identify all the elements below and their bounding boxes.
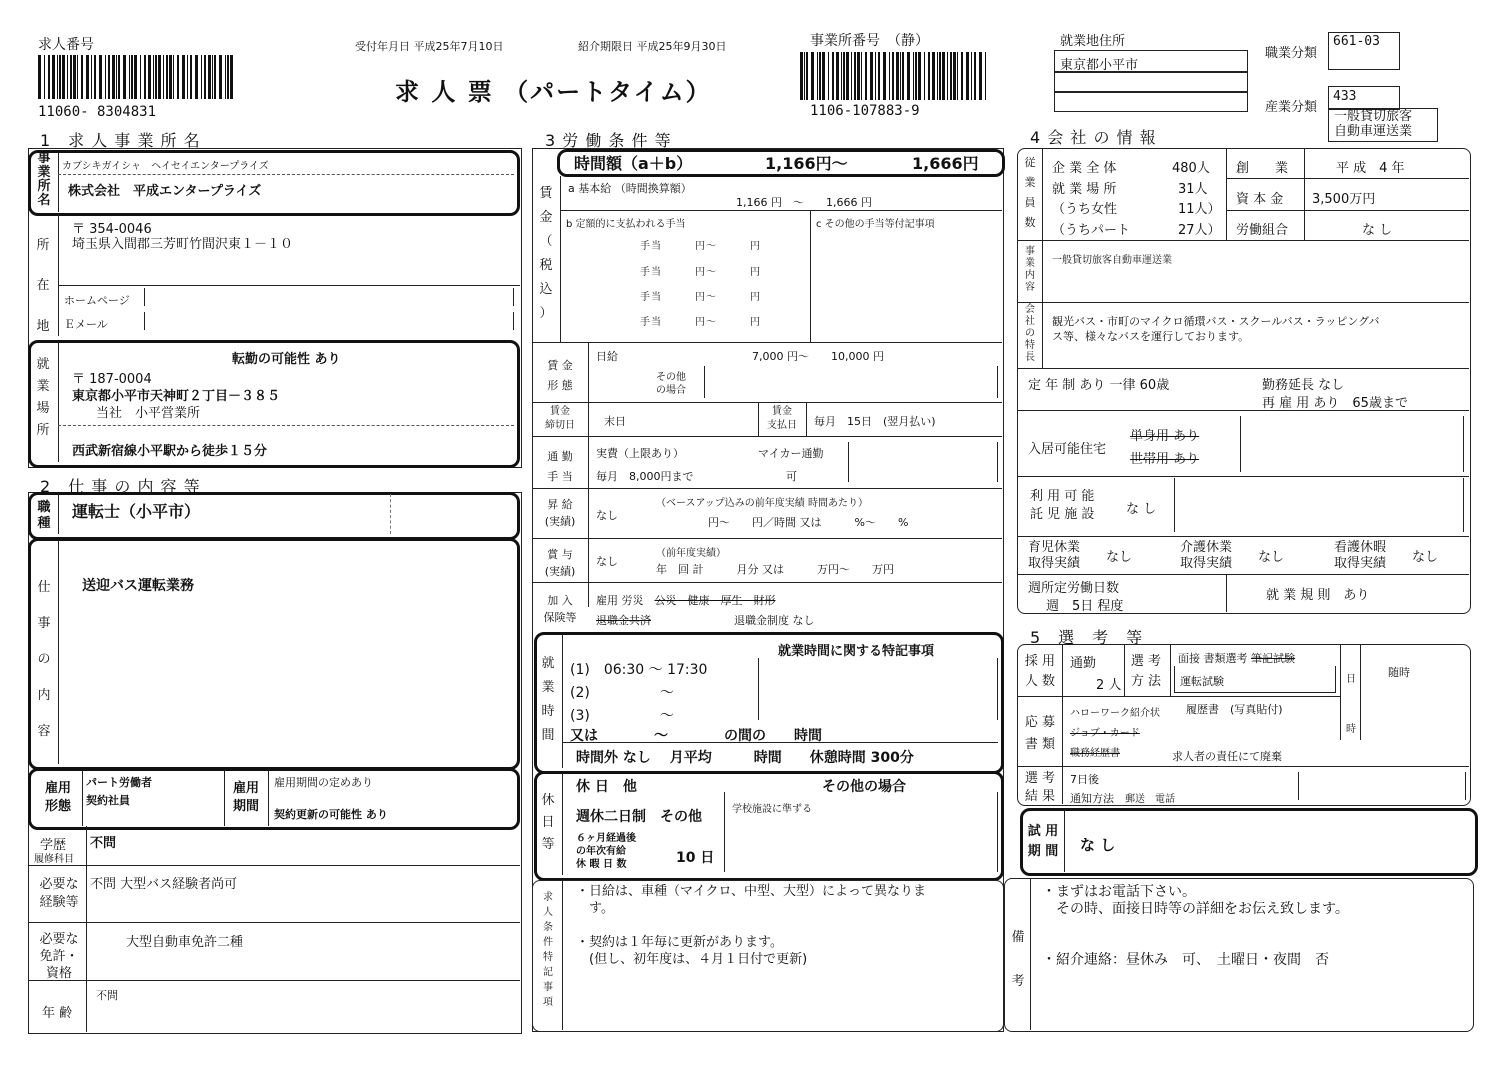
barcode-bar bbox=[937, 52, 938, 100]
employees-part-count: 27人） bbox=[1178, 223, 1221, 238]
barcode-bar bbox=[836, 52, 839, 100]
barcode-bar bbox=[800, 52, 803, 100]
pay-form-label: 賃 金 形 態 bbox=[547, 359, 573, 392]
barcode-bar bbox=[187, 55, 188, 99]
payday: 毎月 15日 (翌月払い) bbox=[814, 415, 936, 428]
childcare: な し bbox=[1126, 502, 1157, 517]
working-hours-note-field[interactable] bbox=[758, 658, 998, 720]
received-date: 受付年月日 平成25年7月10日 bbox=[355, 40, 504, 53]
docs-resume: 履歴書 (写真貼付) bbox=[1186, 703, 1283, 716]
barcode-bar bbox=[173, 55, 174, 99]
barcode-bar bbox=[163, 55, 164, 99]
section-5-heading: 5 選 考 等 bbox=[1030, 628, 1144, 647]
barcode-bar bbox=[212, 55, 213, 99]
cutoff-label: 賃金 締切日 bbox=[545, 406, 575, 431]
hire-count-label: 採 用 人 数 bbox=[1024, 654, 1056, 689]
commute-label: 通 勤 手 当 bbox=[547, 450, 573, 483]
date-label: 日 bbox=[1346, 674, 1356, 685]
overtime-break: 時間外 なし 月平均 時間 休憩時間 300分 bbox=[576, 750, 914, 766]
nursing-leave: なし bbox=[1258, 550, 1285, 565]
payday-label: 賃金 支払日 bbox=[767, 406, 797, 431]
industry-name-2: 自動車運送業 bbox=[1334, 124, 1413, 139]
founded: 平 成 4 年 bbox=[1336, 161, 1405, 176]
bonus-label: 賞 与 (実績) bbox=[544, 548, 576, 578]
barcode-bar bbox=[148, 55, 151, 99]
childcare-leave-label: 育児休業 取得実績 bbox=[1028, 540, 1081, 571]
barcode-bar bbox=[889, 52, 890, 100]
nursing-leave-label: 介護休業 取得実績 bbox=[1180, 540, 1233, 571]
barcode-bar bbox=[182, 55, 185, 99]
barcode-bar bbox=[924, 52, 925, 100]
work-rules: 就 業 規 則 あり bbox=[1266, 588, 1370, 603]
raise-label: 昇 給 (実績) bbox=[544, 498, 576, 528]
mycar-label: マイカー通勤 bbox=[758, 447, 824, 460]
barcode-bar bbox=[67, 55, 68, 99]
docs-disposal: 求人者の責任にて廃棄 bbox=[1172, 750, 1282, 763]
offer-number: 11060- 8304831 bbox=[38, 104, 157, 120]
barcode-bar bbox=[81, 55, 83, 99]
bonus-note: （前年度実績） bbox=[656, 548, 726, 559]
barcode-bar bbox=[870, 52, 873, 100]
pay-form-other-label: その他 の場合 bbox=[656, 372, 686, 396]
license-label: 必要な 免許・ 資格 bbox=[39, 932, 79, 981]
docs-career-history: 職務経歴書 bbox=[1070, 748, 1120, 759]
page-title: 求 人 票 （パートタイム） bbox=[395, 78, 712, 106]
barcode-bar bbox=[129, 55, 130, 99]
time-label: 時 bbox=[1346, 724, 1356, 735]
education-sub-label: 履修科目 bbox=[34, 854, 74, 865]
barcode-bar bbox=[112, 55, 115, 99]
mycar-value: 可 bbox=[786, 470, 797, 483]
barcode-bar bbox=[166, 55, 168, 99]
working-hours-label: 就 業 時 間 bbox=[541, 656, 555, 743]
barcode-bar bbox=[48, 55, 50, 99]
employees-workplace-count: 31人 bbox=[1178, 182, 1208, 197]
allowance-row-4: 手当 円～ 円 bbox=[640, 317, 761, 328]
childcare-label: 利 用 可 能 託 児 施 設 bbox=[1030, 489, 1095, 522]
hourly-wage-min: 1,166円～ bbox=[765, 154, 848, 173]
barcode-bar bbox=[846, 52, 849, 100]
special-conditions-label: 求 人 条 件 特 記 事 項 bbox=[543, 892, 553, 1008]
barcode-bar bbox=[896, 52, 899, 100]
working-hours-or: 又は ～ の間の 時間 bbox=[570, 728, 822, 744]
barcode-bar bbox=[108, 55, 110, 99]
barcode-bar bbox=[854, 52, 856, 100]
barcode-bar bbox=[900, 52, 901, 100]
license: 大型自動車免許二種 bbox=[126, 935, 244, 950]
barcode-bar bbox=[817, 52, 818, 100]
commute-max: 毎月 8,000円まで bbox=[596, 470, 694, 483]
workplace-office: 当社 小平営業所 bbox=[96, 406, 201, 421]
workplace-address-box-3 bbox=[1054, 92, 1248, 112]
employee-count-label: 従 業 員 数 bbox=[1024, 156, 1036, 229]
founded-label: 創 業 bbox=[1236, 161, 1289, 176]
barcode-bar bbox=[939, 52, 941, 100]
raise: なし bbox=[596, 509, 618, 522]
retirement-system: 退職金制度 なし bbox=[734, 614, 815, 627]
section-1-heading: 1 求 人 事 業 所 名 bbox=[40, 131, 201, 150]
selection-result: 7日後 bbox=[1070, 773, 1099, 786]
email-label: Ｅメール bbox=[64, 318, 108, 331]
selection-method-other: 運転試験 bbox=[1180, 675, 1224, 688]
job-class-label: 職業分類 bbox=[1265, 46, 1318, 61]
union-label: 労働組合 bbox=[1236, 223, 1289, 238]
care-leave: なし bbox=[1412, 550, 1439, 565]
allowance-row-2: 手当 円～ 円 bbox=[640, 267, 761, 278]
base-salary-range: 1,166 円 ～ 1,666 円 bbox=[736, 196, 872, 209]
office-number-label: 事業所番号 （静） bbox=[810, 33, 929, 49]
address-label: 所 在 地 bbox=[36, 238, 50, 334]
annual-leave: 10 日 bbox=[676, 850, 715, 866]
section-4-heading: 4 会 社 の 情 報 bbox=[1030, 128, 1157, 147]
commute-allowance: 実費（上限あり） bbox=[596, 447, 684, 460]
company-features: 観光バス・市町のマイクロ循環バス・スクールバス・ラッピングバ ス等、様々なバスを運行しております。 bbox=[1052, 315, 1380, 343]
contract-renewal: 契約更新の可能性 あり bbox=[274, 808, 388, 821]
trial-period: な し bbox=[1080, 836, 1116, 854]
business-label: 事 業 内 容 bbox=[1025, 246, 1035, 293]
workplace-label: 就業場所 bbox=[36, 357, 50, 438]
experience-label: 必要な 経験等 bbox=[39, 877, 79, 910]
referral-deadline: 紹介期限日 平成25年9月30日 bbox=[578, 40, 727, 53]
date-value: 随時 bbox=[1388, 666, 1410, 679]
barcode-bar bbox=[140, 55, 141, 99]
hourly-wage-max: 1,666円 bbox=[912, 154, 979, 173]
barcode-bar bbox=[91, 55, 92, 99]
company-address: 埼玉県入間郡三芳町竹間沢東１－１０ bbox=[72, 237, 294, 252]
employees-company-count: 480人 bbox=[1172, 161, 1210, 176]
selection-method: 面接 書類選考 筆記試験 bbox=[1178, 652, 1295, 665]
application-docs-label: 応 募 書 類 bbox=[1024, 715, 1056, 752]
holiday: 週休二日制 その他 bbox=[576, 809, 702, 825]
job-type: 運転士（小平市） bbox=[72, 502, 201, 521]
access-info: 西武新宿線小平駅から徒歩１５分 bbox=[72, 444, 268, 459]
capital: 3,500万円 bbox=[1312, 192, 1376, 207]
workplace-address: 東京都小平市 bbox=[1060, 58, 1139, 73]
allowance-label: b 定額的に支払われる手当 bbox=[566, 219, 686, 230]
company-name-label: 事業所名 bbox=[37, 151, 51, 208]
raise-note: （ベースアップ込みの前年度実績 時間あたり） bbox=[656, 498, 868, 509]
barcode-bar bbox=[195, 55, 198, 99]
holiday-label: 休 日 等 bbox=[541, 793, 555, 852]
barcode-bar bbox=[843, 52, 845, 100]
barcode-bar bbox=[857, 52, 860, 100]
weekly-days: 週 5日 程度 bbox=[1046, 599, 1124, 614]
section-3-heading: 3 労 働 条 件 等 bbox=[545, 131, 672, 150]
hourly-wage-label: 時間額（a＋b） bbox=[574, 154, 693, 173]
barcode-bar bbox=[957, 52, 958, 100]
union: な し bbox=[1362, 223, 1393, 238]
childcare-note-field[interactable] bbox=[1174, 478, 1464, 532]
barcode-bar bbox=[918, 52, 921, 100]
barcode-bar bbox=[875, 52, 876, 100]
barcode-bar bbox=[118, 55, 120, 99]
barcode-bar bbox=[832, 52, 834, 100]
barcode-bar bbox=[942, 52, 945, 100]
homepage-field[interactable] bbox=[144, 288, 514, 306]
industry-class: 433 bbox=[1333, 89, 1357, 104]
docs-job-card: ジョブ・カード bbox=[1070, 728, 1140, 739]
section-2-heading: 2 仕 事 の 内 容 等 bbox=[40, 477, 201, 496]
work-extension: 勤務延長 なし bbox=[1262, 378, 1345, 393]
employees-workplace: 就 業 場 所 bbox=[1052, 182, 1117, 197]
barcode-bar bbox=[70, 55, 72, 99]
barcode-bar bbox=[974, 52, 976, 100]
barcode-bar bbox=[804, 52, 805, 100]
care-leave-label: 看護休暇 取得実績 bbox=[1334, 540, 1387, 571]
holiday-other: 学校施設に準ずる bbox=[732, 804, 812, 815]
barcode-bar bbox=[902, 52, 904, 100]
barcode-bar bbox=[979, 52, 982, 100]
barcode-bar bbox=[227, 55, 229, 99]
raise-row: 円～ 円／時間 又は %～ % bbox=[708, 516, 909, 529]
barcode-bar bbox=[131, 55, 133, 99]
barcode-bar bbox=[144, 55, 146, 99]
base-salary-label: a 基本給 （時間換算額） bbox=[568, 182, 692, 195]
age: 不問 bbox=[96, 989, 118, 1002]
holiday-other-head: その他の場合 bbox=[822, 779, 906, 795]
barcode-bar bbox=[77, 55, 78, 99]
daily-wage-range: 7,000 円～ 10,000 円 bbox=[752, 350, 884, 363]
barcode-bar bbox=[851, 52, 852, 100]
barcode-bar bbox=[828, 52, 829, 100]
barcode-bar bbox=[201, 55, 202, 99]
industry-name-1: 一般貸切旅客 bbox=[1334, 109, 1413, 124]
homepage-label: ホームページ bbox=[64, 294, 130, 307]
barcode-bar bbox=[158, 55, 161, 99]
bonus: なし bbox=[596, 555, 618, 568]
barcode-bar bbox=[985, 52, 986, 100]
employees-part: （うちパート bbox=[1052, 223, 1131, 238]
barcode-bar bbox=[878, 52, 880, 100]
other-allowance-label: c その他の手当等付記事項 bbox=[816, 219, 935, 230]
barcode-bar bbox=[883, 52, 886, 100]
barcode-bar bbox=[99, 55, 102, 99]
wage-label: 賃 金 （ 税 込 ） bbox=[539, 186, 553, 321]
barcode-bar bbox=[966, 52, 969, 100]
barcode-bar bbox=[116, 55, 117, 99]
insurance-label: 加 入 保険等 bbox=[543, 594, 577, 624]
barcode-bar bbox=[204, 55, 206, 99]
notice-note-field[interactable] bbox=[1298, 772, 1466, 800]
job-type-label: 職種 bbox=[37, 500, 51, 531]
feature-label: 会 社 の 特 長 bbox=[1025, 304, 1035, 363]
barcode-bar bbox=[861, 52, 862, 100]
barcode-bar bbox=[913, 52, 914, 100]
office-barcode bbox=[800, 52, 990, 100]
workplace-address-full: 東京都小平市天神町２丁目－３８５ bbox=[72, 389, 281, 404]
employees-company: 企 業 全 体 bbox=[1052, 161, 1117, 176]
barcode-bar bbox=[230, 55, 233, 99]
barcode-bar bbox=[169, 55, 172, 99]
barcode-bar bbox=[932, 52, 935, 100]
barcode-bar bbox=[811, 52, 814, 100]
industry-class-label: 産業分類 bbox=[1265, 100, 1318, 115]
barcode-bar bbox=[105, 55, 106, 99]
experience: 不問 大型バス経験者尚可 bbox=[90, 877, 238, 892]
daily-wage-label: 日給 bbox=[596, 350, 618, 363]
company-postal: 〒 354-0046 bbox=[72, 222, 152, 237]
childcare-leave: なし bbox=[1106, 550, 1133, 565]
barcode-bar bbox=[57, 55, 58, 99]
job-content-box bbox=[28, 538, 520, 770]
allowance-row-1: 手当 円～ 円 bbox=[640, 241, 761, 252]
workplace-postal: 〒 187-0004 bbox=[72, 372, 152, 387]
barcode-bar bbox=[806, 52, 808, 100]
barcode-bar bbox=[52, 55, 55, 99]
commute-note-field[interactable] bbox=[848, 442, 998, 482]
barcode-bar bbox=[822, 52, 825, 100]
barcode-bar bbox=[86, 55, 89, 99]
employment-period-label: 雇用 期間 bbox=[232, 781, 259, 814]
workplace-address-label: 就業地住所 bbox=[1060, 34, 1126, 49]
employees-female: （うち女性 bbox=[1052, 202, 1118, 217]
barcode-bar bbox=[208, 55, 211, 99]
hire-count: 2 人 bbox=[1096, 678, 1122, 693]
business: 一般貸切旅客自動車運送業 bbox=[1052, 255, 1172, 266]
barcode-bar bbox=[865, 52, 867, 100]
barcode-bar bbox=[59, 55, 61, 99]
barcode-bar bbox=[219, 55, 222, 99]
working-hours-note-label: 就業時間に関する特記事項 bbox=[778, 644, 935, 659]
transfer-possibility: 転勤の可能性 あり bbox=[232, 352, 341, 367]
email-field[interactable] bbox=[144, 312, 514, 330]
barcode-bar bbox=[214, 55, 216, 99]
capital-label: 資 本 金 bbox=[1236, 192, 1284, 207]
working-hours-2: (2) ～ bbox=[570, 685, 674, 701]
barcode-bar bbox=[961, 52, 963, 100]
education: 不問 bbox=[90, 836, 117, 851]
barcode-bar bbox=[44, 55, 45, 99]
allowance-row-3: 手当 円～ 円 bbox=[640, 292, 761, 303]
barcode-bar bbox=[971, 52, 972, 100]
selection-result-label: 選 考 結 果 bbox=[1024, 771, 1056, 804]
barcode-bar bbox=[907, 52, 910, 100]
special-conditions: ・日給は、車種（マイクロ、中型、大型）によって異なりま す。 ・契約は１年毎に更新があります。 (但し、初年度は、４月１日付で更新) bbox=[576, 884, 926, 967]
employees-female-count: 11人） bbox=[1178, 202, 1221, 217]
barcode-bar bbox=[953, 52, 956, 100]
selection-method-label: 選 考 方 法 bbox=[1130, 654, 1162, 689]
company-kana: カブシキガイシャ ヘイセイエンタープライズ bbox=[62, 161, 269, 172]
remarks-label: 備 考 bbox=[1011, 930, 1025, 989]
annual-leave-label: ６ヶ月経過後 の年次有給 休 暇 日 数 bbox=[576, 833, 636, 870]
barcode-bar bbox=[841, 52, 842, 100]
barcode-bar bbox=[153, 55, 154, 99]
bonus-row: 年 回 計 月分 又は 万円～ 万円 bbox=[656, 563, 894, 576]
employment-form-1: パート労働者 bbox=[86, 776, 152, 789]
barcode-bar bbox=[892, 52, 894, 100]
barcode-bar bbox=[947, 52, 948, 100]
offer-barcode bbox=[38, 55, 238, 99]
barcode-bar bbox=[134, 55, 137, 99]
hire-count-head: 通勤 bbox=[1070, 656, 1097, 671]
barcode-bar bbox=[950, 52, 952, 100]
workplace-address-box-2 bbox=[1054, 72, 1248, 92]
housing-label: 入居可能住宅 bbox=[1028, 442, 1107, 457]
trial-period-label: 試 用 期 間 bbox=[1027, 824, 1059, 859]
barcode-bar bbox=[62, 55, 65, 99]
cutoff-day: 末日 bbox=[604, 415, 626, 428]
working-hours-3: (3) ～ bbox=[570, 708, 674, 724]
barcode-bar bbox=[928, 52, 930, 100]
office-number: 1106-107883-9 bbox=[810, 103, 920, 119]
barcode-bar bbox=[38, 55, 41, 99]
job-content-label: 仕 事 の 内 容 bbox=[37, 580, 51, 739]
barcode-bar bbox=[123, 55, 126, 99]
company-name: 株式会社 平成エンタープライズ bbox=[68, 184, 262, 199]
retirement-age: 定 年 制 あり 一律 60歳 bbox=[1028, 378, 1170, 393]
barcode-bar bbox=[177, 55, 179, 99]
remarks: ・まずはお電話下さい。 その時、面接日時等の詳細をお伝え致します。 ・紹介連絡：昼休み 可、 土曜日・夜間 否 bbox=[1042, 884, 1349, 968]
job-content: 送迎バス運転業務 bbox=[82, 578, 194, 594]
working-hours-1: (1) 06:30 ～ 17:30 bbox=[570, 662, 708, 678]
employment-form-label: 雇用 形態 bbox=[44, 781, 71, 814]
insurance: 雇用 労災 公災 健康 厚生 財形 bbox=[596, 594, 776, 607]
barcode-bar bbox=[155, 55, 157, 99]
job-class: 661-03 bbox=[1333, 34, 1380, 49]
insurance-retirement-fund: 退職金共済 bbox=[596, 614, 651, 627]
weekly-days-label: 週所定労働日数 bbox=[1028, 581, 1120, 596]
offer-number-label: 求人番号 bbox=[38, 37, 94, 53]
barcode-bar bbox=[225, 55, 226, 99]
docs-referral: ハローワーク紹介状 bbox=[1070, 708, 1160, 719]
rehire: 再 雇 用 あり 65歳まで bbox=[1262, 396, 1408, 411]
employment-form-2: 契約社員 bbox=[86, 794, 130, 807]
barcode-bar bbox=[73, 55, 76, 99]
barcode-bar bbox=[94, 55, 96, 99]
pay-form-other-field[interactable] bbox=[704, 366, 998, 398]
holiday-head: 休 日 他 bbox=[576, 779, 637, 795]
housing-single: 単身用 あり bbox=[1130, 429, 1200, 444]
barcode-bar bbox=[819, 52, 821, 100]
housing-note-field[interactable] bbox=[1240, 416, 1464, 472]
barcode-bar bbox=[190, 55, 192, 99]
housing-family: 世帯用 あり bbox=[1130, 452, 1200, 467]
education-label: 学歴 bbox=[40, 838, 67, 853]
notice-method: 通知方法 郵送 電話 bbox=[1070, 792, 1175, 805]
barcode-bar bbox=[915, 52, 917, 100]
employment-period: 雇用期間の定めあり bbox=[274, 776, 373, 789]
age-label: 年 齢 bbox=[42, 1006, 73, 1021]
